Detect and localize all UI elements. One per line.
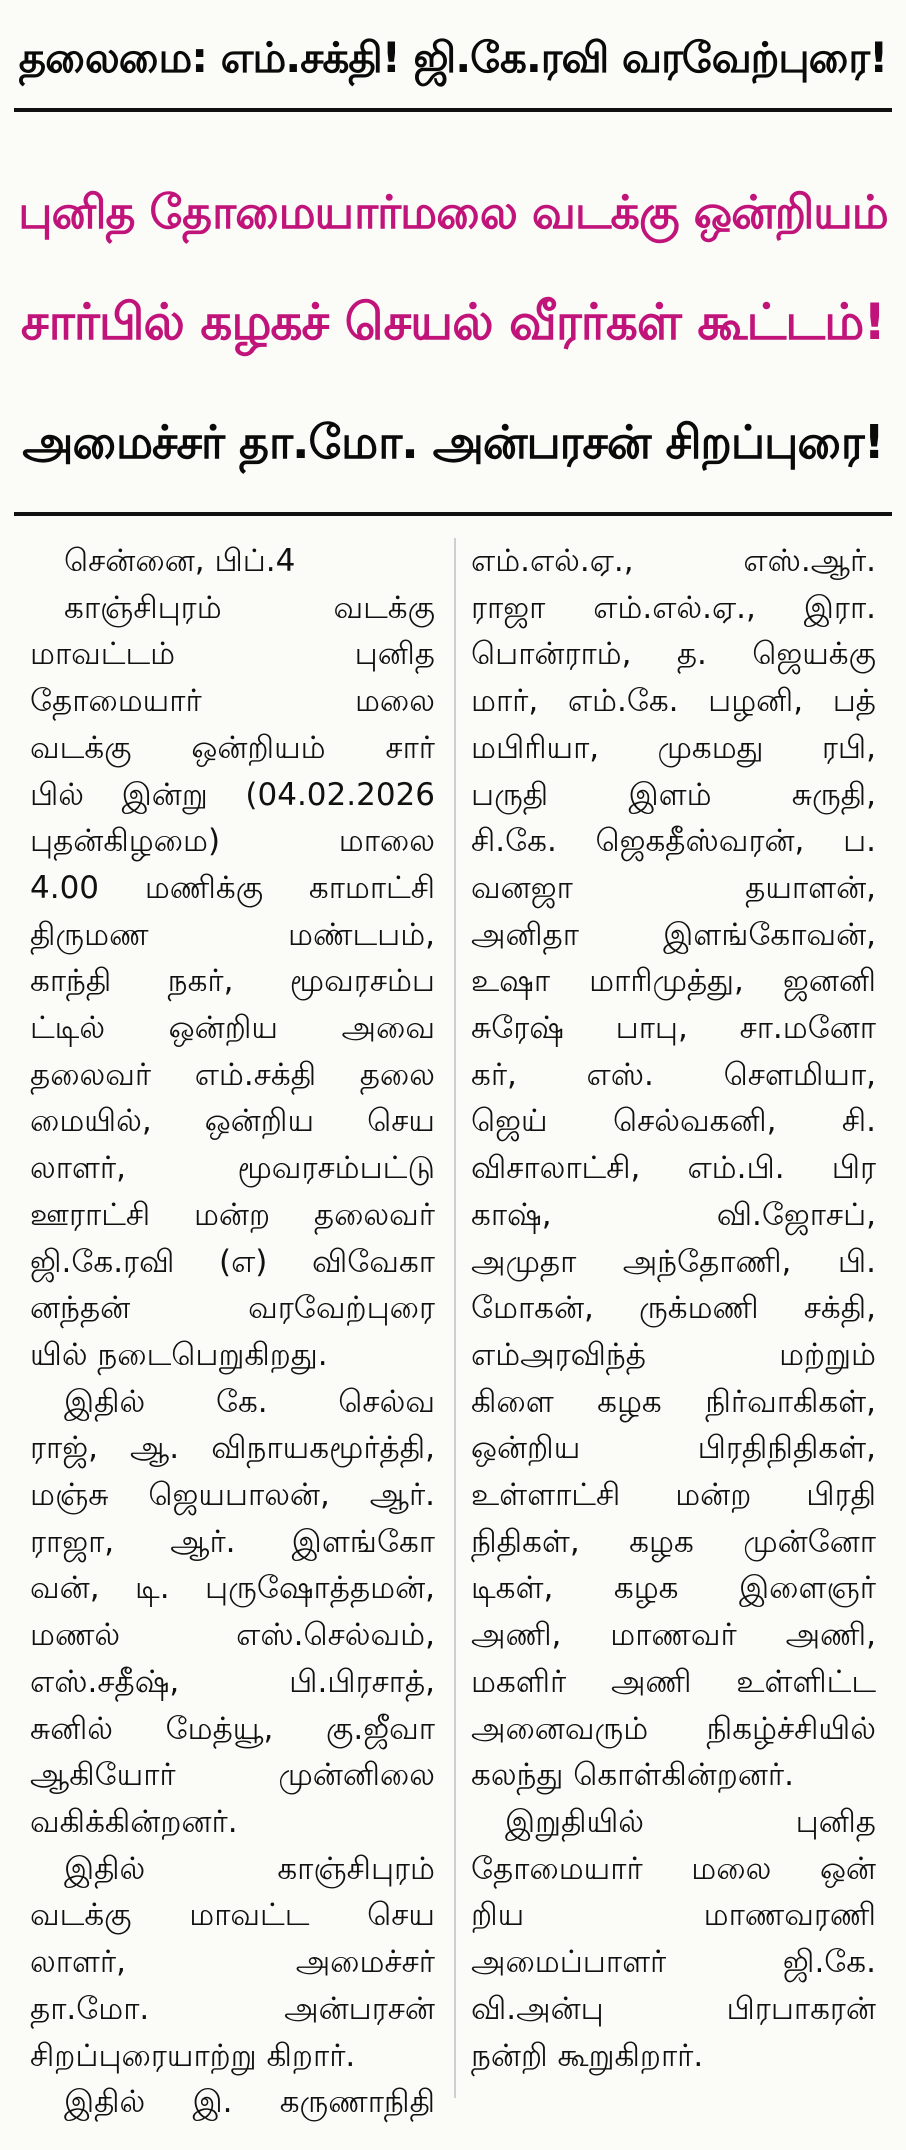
article-line: ஒன்றிய பிரதிநிதிகள், <box>471 1430 876 1467</box>
article-line: உள்ளாட்சி மன்ற பிரதி <box>471 1477 876 1514</box>
article-line: கிளை கழக நிர்வாகிகள், <box>471 1383 876 1420</box>
rule-divider <box>14 108 892 112</box>
article-line: மஞ்சு ஜெயபாலன், ஆர். <box>30 1477 435 1514</box>
article-line: அனிதா இளங்கோவன், <box>471 916 876 953</box>
article-line: எம்.எல்.ஏ., எஸ்.ஆர். <box>471 543 876 579</box>
article-line: கர், எஸ். சௌமியா, <box>471 1056 876 1093</box>
article-line: சிறப்புரையாற்று கிறார். <box>30 2037 356 2074</box>
headline-kicker: தலைமை: எம்.சக்தி! ஜி.கே.ரவி வரவேற்புரை! <box>18 32 888 82</box>
article-line: மகளிர் அணி உள்ளிட்ட <box>471 1663 876 1700</box>
article-line: ஜெய் செல்வகனி, சி. <box>471 1103 876 1140</box>
article-line: ராஜ், ஆ. விநாயகமூர்த்தி, <box>30 1430 435 1467</box>
article-line: நன்றி கூறுகிறார். <box>471 2037 704 2074</box>
article-line: இதில் காஞ்சிபுரம் <box>64 1850 435 1887</box>
article-line: அமைப்பாளர் ஜி.கே. <box>471 1944 876 1981</box>
article-line: கலந்து கொள்கின்றனர். <box>471 1757 794 1794</box>
article-line: உஷா மாரிமுத்து, ஜனனி <box>471 963 876 1000</box>
article-line: சி.கே. ஜெகதீஸ்வரன், ப. <box>471 823 876 860</box>
article-line: பில் இன்று (04.02.2026 <box>30 776 435 813</box>
article-line: சுனில் மேத்யூ, கு.ஜீவா <box>30 1710 435 1747</box>
article-line: ஊராட்சி மன்ற தலைவர் <box>30 1196 435 1233</box>
article-line: 4.00 மணிக்கு காமாட்சி <box>30 869 435 906</box>
article-line: அமுதா அந்தோணி, பி. <box>471 1243 876 1280</box>
article-line: ட்டில் ஒன்றிய அவை <box>30 1010 435 1047</box>
article-line: வடக்கு ஒன்றியம் சார் <box>30 729 435 766</box>
article-line: அணி, மாணவர் அணி, <box>471 1617 876 1654</box>
article-line: இதில் கே. செல்வ <box>64 1383 435 1420</box>
article-line: டிகள், கழக இளைஞர் <box>471 1570 876 1607</box>
rule-divider <box>14 512 892 516</box>
column-divider <box>454 538 456 2098</box>
article-line: அனைவரும் நிகழ்ச்சியில் <box>471 1710 876 1747</box>
article-line: ராஜா எம்.எல்.ஏ., இரா. <box>471 589 876 626</box>
headline-main-line1: புனித தோமையார்மலை வடக்கு ஒன்றியம் <box>18 184 888 239</box>
article-line: மாவட்டம் புனித <box>30 636 435 673</box>
article-line: றிய மாணவரணி <box>471 1897 876 1934</box>
article-line: நிதிகள், கழக முன்னோ <box>471 1523 876 1560</box>
article-line: னந்தன் வரவேற்புரை <box>30 1290 435 1327</box>
article-line: மையில், ஒன்றிய செய <box>30 1103 435 1140</box>
article-line: ஆகியோர் முன்னிலை <box>30 1757 435 1794</box>
article-line: வனஜா தயாளன், <box>471 869 876 906</box>
article-line: சென்னை, பிப்.4 <box>64 543 296 579</box>
article-line: தோமையார் மலை ஒன் <box>471 1850 876 1887</box>
article-line: காஞ்சிபுரம் வடக்கு <box>64 589 435 626</box>
article-line: காந்தி நகர், மூவரசம்ப <box>30 963 435 1000</box>
article-line: ராஜா, ஆர். இளங்கோ <box>30 1523 435 1560</box>
article-line: மார், எம்.கே. பழனி, பத் <box>471 683 876 720</box>
article-line: லாளர், அமைச்சர் <box>30 1944 435 1981</box>
article-line: வன், டி. புருஷோத்தமன், <box>30 1570 435 1607</box>
article-line: யில் நடைபெறுகிறது. <box>30 1336 328 1373</box>
article-line: காஷ், வி.ஜோசப், <box>471 1196 876 1233</box>
article-column-right <box>471 538 876 2079</box>
article-line: ஜி.கே.ரவி (எ) விவேகா <box>30 1243 435 1280</box>
article-line: சுரேஷ் பாபு, சா.மனோ <box>471 1010 876 1047</box>
article-body <box>30 538 876 2138</box>
article-line: புதன்கிழமை) மாலை <box>30 823 435 860</box>
article-line: மணல் எஸ்.செல்வம், <box>30 1617 435 1654</box>
article-line: பொன்ராம், த. ஜெயக்கு <box>471 636 876 673</box>
article-line: வி.அன்பு பிரபாகரன் <box>471 1990 876 2027</box>
article-column-left <box>30 538 435 2126</box>
headline-main-line2: சார்பில் கழகச் செயல் வீரர்கள் கூட்டம்! <box>20 292 886 351</box>
article-line: எம்அரவிந்த் மற்றும் <box>471 1336 876 1373</box>
article-line: தோமையார் மலை <box>30 683 435 720</box>
article-line: இறுதியில் புனித <box>505 1803 876 1840</box>
article-line: வகிக்கின்றனர். <box>30 1803 238 1840</box>
article-line: தலைவர் எம்.சக்தி தலை <box>30 1056 435 1093</box>
article-line: வடக்கு மாவட்ட செய <box>30 1897 435 1934</box>
article-line: இதில் இ. கருணாநிதி <box>64 2084 435 2121</box>
article-line: பருதி இளம் சுருதி, <box>471 776 876 813</box>
article-line: விசாலாட்சி, எம்.பி. பிர <box>471 1150 876 1187</box>
article-line: லாளர், மூவரசம்பட்டு <box>30 1150 435 1187</box>
article-line: திருமண மண்டபம், <box>30 916 435 953</box>
article-line: மோகன், ருக்மணி சக்தி, <box>471 1290 876 1327</box>
article-line: எஸ்.சதீஷ், பி.பிரசாத், <box>30 1663 435 1700</box>
headline-sub: அமைச்சர் தா.மோ. அன்பரசன் சிறப்புரை! <box>22 414 884 469</box>
article-line: மபிரியா, முகமது ரபி, <box>471 729 876 766</box>
article-line: தா.மோ. அன்பரசன் <box>30 1990 435 2027</box>
